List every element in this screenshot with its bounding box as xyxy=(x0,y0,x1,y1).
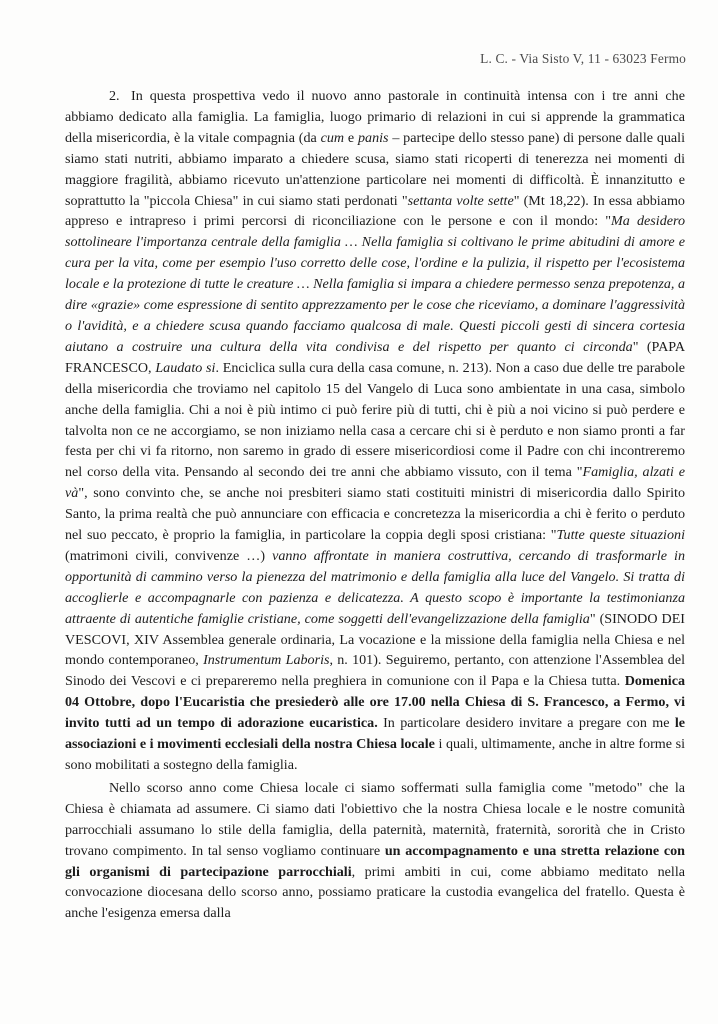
highlight-accompaniment: un accompagnamento e una stretta relazione con gli organismi di partecipazione parrocchiali xyxy=(65,842,685,880)
text-span: " (SINODO DEI VESCOVI, XIV Assemblea generale ordinaria, La vocazione e la missione della famiglia nella Chiesa e nel mondo contemporaneo, xyxy=(65,610,685,669)
text-span: In particolare desidero invitare a pregare con me xyxy=(377,715,675,732)
text-span: (matrimoni civili, convivenze …) xyxy=(65,547,273,564)
text-span: Nello scorso anno come Chiesa locale ci siamo soffermati sulla famiglia come "metodo" che la Chiesa è chiamata ad assumere. Ci siamo dati l'obiettivo che la nostra Chiesa locale e le nostre comunità parrocchiali assumano lo stile della famiglia, della paternità, maternità, fraternità, sororità che in Cristo trovano compimento. In tal senso vogliamo continuare xyxy=(65,779,685,859)
text-span: i quali, ultimamente, anche in altre forme si sono mobilitati a sostegno della famiglia. xyxy=(65,736,685,773)
quote-theme-title: Famiglia, alzati e và xyxy=(65,464,686,502)
letterhead-address: L. C. - Via Sisto V, 11 - 63023 Fermo xyxy=(480,51,686,66)
text-span: , primi ambiti in cui, come abbiamo meditato nella convocazione diocesana dello scorso anno, possiamo praticare la custodia evangelica del fratello. Questa è anche l'esigenza emersa dalla xyxy=(65,863,686,922)
quote-laudato-si: Ma desidero sottolineare l'importanza centrale della famiglia … Nella famiglia si coltivano le prime abitudini di amore e cura per la vita, come per esempio l'uso corretto delle cose, l'ordine e la pulizia, il rispetto per l'ecosistema locale e la protezione di tutte le creature … Nella famiglia si impara a chiedere permesso senza prepotenza, a dire «grazie» come espressione di sentito apprezzamento per le cose che riceviamo, a dominare l'aggressività o l'avidità, e a chiedere scusa quando facciamo qualcosa di male. Questi piccoli gesti di sincera cortesia aiutano a costruire una cultura della vita condivisa e del rispetto per quanto ci circonda xyxy=(65,213,686,355)
document-body xyxy=(65,86,685,924)
quote-sinodo: vanno affrontate in maniera costruttiva, cercando di trasformarle in opportunità di cammino verso la pienezza del matrimonio e della famiglia alla luce del Vangelo. Si tratta di accoglierle e accompagnarle con pazienza e delicatezza. A questo scopo è importante la testimonianza attraente di autentiche famiglie cristiane, come soggetti dell'evangelizzazione della famiglia xyxy=(65,547,686,627)
quote-settanta-volte-sette: settanta volte sette xyxy=(407,192,514,209)
text-span: . Enciclica sulla cura della casa comune, n. 213). Non a caso due delle tre parabole della misericordia che troviamo nel capitolo 15 del Vangelo di Luca sono ambientate in una casa, simbolo anche della famiglia. Chi a noi è più intimo ci può ferire più di tutti, chi è più a noi vicino si può perdere e talvolta non ce ne accorgiamo, se non iniziamo nella casa a cercare chi si è perduto e non siamo pronti a far festa per chi vi fa ritorno, non saremo in grado di essere misericordiosi come il Padre con chi incontreremo nel corso della vita. Pensando al secondo dei tre anni che abbiamo vissuto, con il tema " xyxy=(65,359,685,481)
paragraph-3 xyxy=(65,778,685,924)
invitation-adoration: Domenica 04 Ottobre, dopo l'Eucaristia che presiederò alle ore 17.00 nella Chiesa di S. Francesco, a Fermo, vi invito tutti ad un tempo di adorazione eucaristica. xyxy=(65,673,685,732)
latin-term-panis: panis xyxy=(357,129,389,146)
paragraph-number: 2. xyxy=(109,88,120,104)
text-span: , n. 101). Seguiremo, pertanto, con attenzione l'Assemblea del Sinodo dei Vescovi e ci prepareremo nella preghiera in comunione con il Papa e la Chiesa tutta. xyxy=(65,652,685,690)
title-laudato-si: Laudato si xyxy=(155,359,216,376)
text-span: " (PAPA FRANCESCO, xyxy=(65,338,685,376)
quote-sinodo-start: Tutte queste situazioni xyxy=(556,527,685,544)
invitation-associations: le associazioni e i movimenti ecclesiali della nostra Chiesa locale xyxy=(65,715,685,753)
paragraph-2 xyxy=(65,86,685,776)
text-span: e xyxy=(344,129,358,146)
text-span: In questa prospettiva vedo il nuovo anno pastorale in continuità intensa con i tre anni che abbiamo dedicato alla famiglia. La famiglia, luogo primario di relazioni in cui si apprende la grammatica della misericordia, è la vitale compagnia (da xyxy=(65,88,685,146)
text-span: – partecipe dello stesso pane) di persone dalle quali siamo stati nutriti, abbiamo imparato a chiedere scusa, siamo stati ricoperti di tenerezza nei momenti di maggiore fragilità, abbiamo ricevuto un'attenzione particolare nei momenti di difficoltà. È innanzitutto e soprattutto la "piccola Chiesa" in cui siamo stati perdonati " xyxy=(65,129,686,209)
text-span: " (Mt 18,22). In essa abbiamo appreso e intrapreso i primi percorsi di riconciliazione con le persone e con il mondo: " xyxy=(65,192,685,230)
title-instrumentum-laboris: Instrumentum Laboris xyxy=(203,652,330,669)
latin-term-cum: cum xyxy=(320,129,345,146)
text-span: ", sono convinto che, se anche noi presbiteri siamo stati costituiti ministri di misericordia dallo Spirito Santo, la prima realtà che può annunciare con efficacia e concretezza la misericordia a chi è ferito o perduto nel suo peccato, è proprio la famiglia, in particolare la coppia degli sposi cristiana: " xyxy=(65,485,685,544)
